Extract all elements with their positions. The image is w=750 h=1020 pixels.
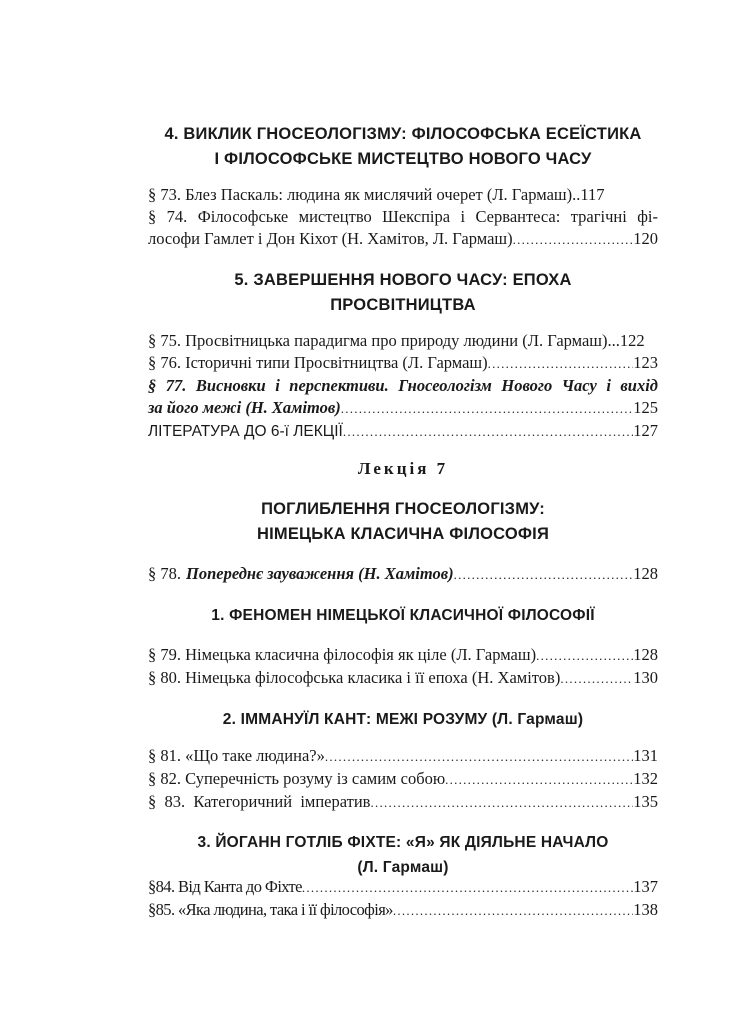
section-5-title-line1: 5. ЗАВЕРШЕННЯ НОВОГО ЧАСУ: ЕПОХА xyxy=(234,271,572,289)
section-1-entries xyxy=(148,644,658,690)
leader-dots xyxy=(536,644,633,667)
section-4-heading xyxy=(148,122,658,172)
toc-entry-77[interactable]: за його межі (Н. Хамітов) . . . 125 xyxy=(148,397,658,420)
lecture-7-heading xyxy=(148,497,658,547)
page-number: 135 xyxy=(633,792,658,811)
toc-entry-literature[interactable]: ЛІТЕРАТУРА ДО 6-ї ЛЕКЦІЇ . . . 127 xyxy=(148,420,658,443)
page-number: 120 xyxy=(633,229,658,248)
toc-entry-75[interactable]: § 75. Просвітницька парадигма про природу людини (Л. Гармаш)... 122 xyxy=(148,331,645,350)
section-5-entries xyxy=(148,330,658,443)
page-number: 128 xyxy=(633,645,658,664)
leader-dots xyxy=(343,420,633,443)
leader-dots xyxy=(513,228,634,251)
page-number: 130 xyxy=(633,668,658,687)
toc-entry-80[interactable]: § 80. Німецька філософська класика і її епоха (Н. Хамітов) . . . 130 xyxy=(148,667,658,690)
toc-entry-74-line1: § 74. Філософське мистецтво Шекспіра і Сервантеса: трагічні фі- xyxy=(148,207,658,226)
leader-dots xyxy=(560,667,633,690)
toc-entry-85[interactable]: §85. «Яка людина, така і її філософія» . . . 138 xyxy=(148,899,658,922)
section-3-entries xyxy=(148,876,658,922)
page-number: 125 xyxy=(633,398,658,417)
lecture-title-line1: ПОГЛИБЛЕННЯ ГНОСЕОЛОГІЗМУ: xyxy=(261,500,545,518)
section-4-title-line2: І ФІЛОСОФСЬКЕ МИСТЕЦТВО НОВОГО ЧАСУ xyxy=(214,150,592,168)
page-number: 128 xyxy=(633,564,658,583)
leader-dots xyxy=(488,352,634,375)
toc-entry-79[interactable]: § 79. Німецька класична філософія як ціле (Л. Гармаш) . . . 128 xyxy=(148,644,658,667)
page-number: 138 xyxy=(633,900,658,919)
toc-entry-77-line1: § 77. Висновки і перспективи. Гносеологізм Нового Часу і вихід xyxy=(148,376,658,395)
section-4-title-line1: 4. ВИКЛИК ГНОСЕОЛОГІЗМУ: ФІЛОСОФСЬКА ЕСЕЇСТИКА xyxy=(164,125,642,143)
page-number: 123 xyxy=(633,353,658,372)
page-number: 117 xyxy=(580,185,605,204)
section-4-entries xyxy=(148,184,658,251)
toc-entry-83[interactable]: § 83. Категоричний імператив . . . 135 xyxy=(148,791,658,814)
lecture-title-line2: НІМЕЦЬКА КЛАСИЧНА ФІЛОСОФІЯ xyxy=(256,525,549,543)
page-number: 122 xyxy=(619,331,645,350)
toc-entry-73[interactable]: § 73. Блез Паскаль: людина як мислячий очерет (Л. Гармаш).. 117 xyxy=(148,185,605,204)
section-2-heading: 2. ІММАНУЇЛ КАНТ: МЕЖІ РОЗУМУ (Л. Гармаш) xyxy=(222,711,584,728)
page-number: 132 xyxy=(633,769,658,788)
toc-entry-81[interactable]: § 81. «Що таке людина?» . . . 131 xyxy=(148,745,658,768)
section-3-heading xyxy=(148,830,658,880)
leader-dots xyxy=(341,397,633,420)
toc-entry-78[interactable]: § 78. Попереднє зауваження (Н. Хамітов) . . . 128 xyxy=(148,563,658,586)
page-number: 137 xyxy=(633,877,658,896)
toc-entry-82[interactable]: § 82. Суперечність розуму із самим собою . . . 132 xyxy=(148,768,658,791)
leader-dots xyxy=(454,563,634,586)
toc-entry-76[interactable]: § 76. Історичні типи Просвітництва (Л. Гармаш) . . . 123 xyxy=(148,352,658,375)
section-1-heading: 1. ФЕНОМЕН НІМЕЦЬКОЇ КЛАСИЧНОЇ ФІЛОСОФІЇ xyxy=(211,607,595,624)
section-2-entries xyxy=(148,745,658,814)
section-5-heading xyxy=(148,268,658,318)
section-3-title-line1: 3. ЙОГАНН ГОТЛІБ ФІХТЕ: «Я» ЯК ДІЯЛЬНЕ НАЧАЛО xyxy=(197,834,609,851)
toc-entry-74[interactable]: лософи Гамлет і Дон Кіхот (Н. Хамітов, Л. Гармаш) . . . 120 xyxy=(148,228,658,251)
page-number: 127 xyxy=(633,421,658,440)
leader-dots xyxy=(302,876,633,899)
lecture-7-intro xyxy=(148,563,658,586)
lecture-number: Лекція 7 xyxy=(357,459,449,478)
leader-dots xyxy=(393,899,633,922)
leader-dots xyxy=(445,768,633,791)
toc-entry-84[interactable]: §84. Від Канта до Фіхте . . . 137 xyxy=(148,876,658,899)
page-number: 131 xyxy=(633,746,658,765)
leader-dots xyxy=(370,791,633,814)
section-5-title-line2: ПРОСВІТНИЦТВА xyxy=(330,296,476,314)
section-3-title-line2: (Л. Гармаш) xyxy=(357,859,449,876)
leader-dots xyxy=(325,745,633,768)
